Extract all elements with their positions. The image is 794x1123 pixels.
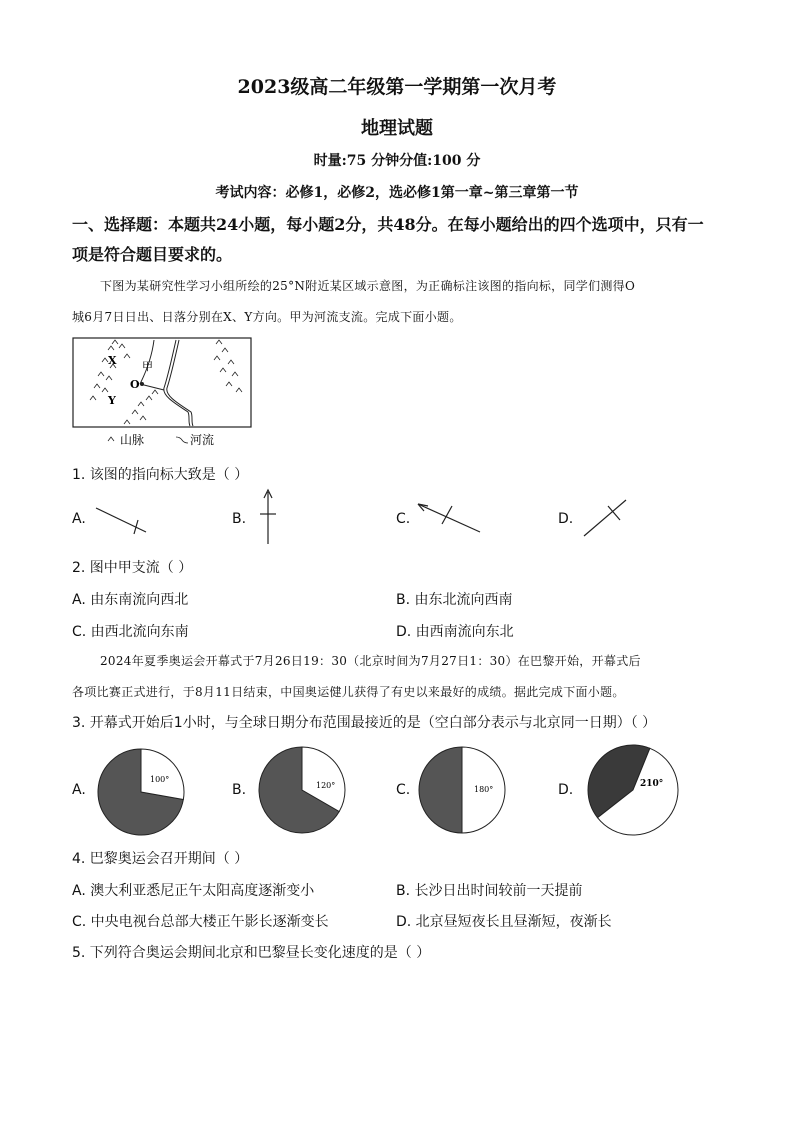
pie-c-angle-label: 180° (474, 785, 494, 794)
q2-option-c: C. 由西北流向东南 (72, 624, 189, 640)
q3-option-b-pie (256, 745, 348, 835)
q1-stem: 1. 该图的指向标大致是（ ） (72, 467, 249, 483)
pie-b-angle-label: 120° (316, 781, 336, 790)
q4-option-d: D. 北京昼短夜长且昼渐短，夜渐长 (396, 914, 612, 930)
q2-option-d: D. 由西南流向东北 (396, 624, 514, 640)
main-river (164, 340, 190, 426)
q3-option-d-pie (584, 744, 682, 836)
q1-option-a-compass-icon (92, 500, 152, 540)
q1-option-b-letter: B. (232, 511, 247, 527)
pie-d-angle-label: 210° (640, 779, 664, 789)
subject-title: 地理试题 (361, 118, 433, 139)
q1-option-d-compass-icon (580, 496, 630, 540)
exam-scope: 考试内容：必修1，必修2，选必修1第一章~第三章第一节 (215, 185, 579, 201)
intro2-line2: 各项比赛正式进行，于8月11日结束，中国奥运健儿获得了有史以来最好的成绩。据此完成下面小题。 (72, 685, 625, 699)
q4-stem: 4. 巴黎奥运会召开期间（ ） (72, 851, 249, 867)
q3-option-a-pie (96, 747, 186, 837)
pie-a-angle-label: 100° (150, 775, 170, 784)
q1-option-a-letter: A. (72, 511, 86, 527)
q3-option-b-letter: B. (232, 782, 247, 798)
map-label-x: X (108, 354, 117, 367)
map-label-jia: 甲 (142, 360, 153, 373)
q4-option-c: C. 中央电视台总部大楼正午影长逐渐变长 (72, 914, 329, 930)
q5-stem: 5. 下列符合奥运会期间北京和巴黎昼长变化速度的是（ ） (72, 945, 431, 961)
q3-option-c-pie (416, 745, 508, 835)
region-map (72, 336, 254, 452)
q1-option-b-compass-icon (254, 488, 284, 546)
river-lines (140, 340, 193, 426)
legend-river-label: 河流 (190, 433, 215, 447)
section-heading-line1: 一、选择题：本题共24小题，每小题2分，共48分。在每小题给出的四个选项中，只有一 (72, 215, 704, 234)
legend-river-icon (176, 437, 188, 443)
intro2-line1: 2024年夏季奥运会开幕式于7月26日19：30（北京时间为7月27日1：30）在巴黎开始，开幕式后 (100, 654, 641, 668)
map-frame (73, 338, 251, 427)
map-label-o: O (130, 378, 140, 391)
intro1-line1: 下图为某研究性学习小组所绘的25°N附近某区域示意图，为正确标注该图的指向标，同学们测得O (100, 279, 636, 293)
q1-option-d-letter: D. (558, 511, 574, 527)
q1-option-c-compass-icon (414, 500, 484, 536)
q3-option-c-letter: C. (396, 782, 411, 798)
q4-option-b: B. 长沙日出时间较前一天提前 (396, 883, 583, 899)
pie-c-dark-sector (419, 747, 462, 833)
intro1-line2: 城6月7日日出、日落分别在X、Y方向。甲为河流支流。完成下面小题。 (72, 310, 462, 324)
legend-mountain-icon (108, 437, 114, 441)
q3-option-d-letter: D. (558, 782, 574, 798)
q2-option-a: A. 由东南流向西北 (72, 592, 189, 608)
section-heading-line2: 项是符合题目要求的。 (72, 245, 233, 264)
exam-title: 2023级高二年级第一学期第一次月考 (237, 76, 557, 98)
q3-option-a-letter: A. (72, 782, 86, 798)
city-o-dot (140, 382, 144, 386)
q3-stem: 3. 开幕式开始后1小时，与全球日期分布范围最接近的是（空白部分表示与北京同一日期）（ ） (72, 715, 657, 731)
q4-option-a: A. 澳大利亚悉尼正午太阳高度逐渐变小 (72, 883, 315, 899)
legend-mountain-label: 山脉 (120, 433, 145, 447)
q1-option-c-letter: C. (396, 511, 411, 527)
q2-option-b: B. 由东北流向西南 (396, 592, 513, 608)
q2-stem: 2. 图中甲支流（ ） (72, 560, 193, 576)
time-score: 时量:75 分钟分值:100 分 (313, 153, 481, 169)
map-label-y: Y (108, 394, 116, 407)
